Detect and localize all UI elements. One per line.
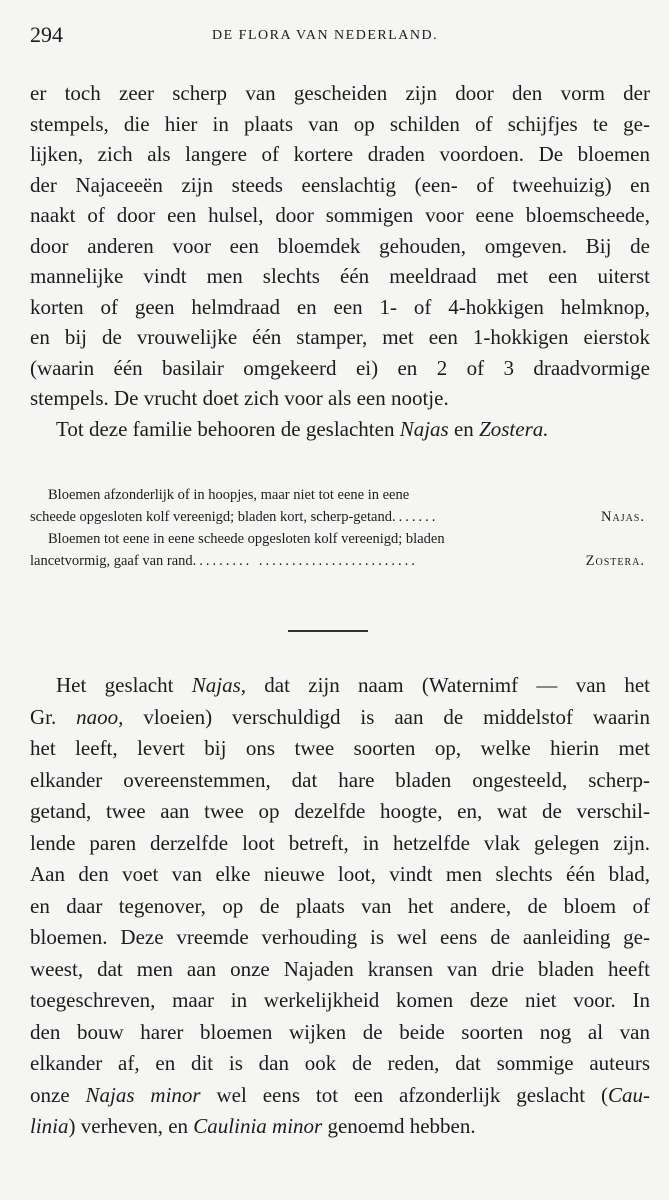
species-najas-minor: Najas minor: [85, 1082, 201, 1107]
text-line: en bij de vrouwelijke één stamper, met een 1-hokkigen eierstok: [30, 325, 650, 349]
text-line: stempels, die hier in plaats van op schilden of schijfjes te ge-: [30, 111, 650, 136]
paragraph-family-description: [30, 78, 650, 444]
text-line: den bouw harer bloemen wijken de beide soorten nog al van: [30, 1019, 650, 1044]
text-line: het leeft, levert bij ons twee soorten op, welke hierin met: [30, 736, 650, 760]
paragraph-najas-genus: [30, 670, 650, 1143]
text-line: weest, dat men aan onze Najaden kransen van drie bladen heeft: [30, 956, 650, 981]
page-header: [30, 22, 630, 52]
text-line: Gr. naoo, vloeien) verschuldigd is aan de middelstof waarin: [30, 704, 651, 729]
key-entry-2-line-2: lancetvormig, gaaf van rand ......... ........................ Zostera.: [30, 550, 645, 572]
text-line: der Najaceeën zijn steeds eenslachtig (een- of tweehuizig) en: [30, 172, 650, 197]
text-line: linia) verheven, en Caulinia minor genoemd hebben.: [30, 1114, 476, 1138]
text-line: korten of geen helmdraad en een 1- of 4-hokkigen helmknop,: [30, 294, 650, 319]
section-divider: [288, 630, 368, 632]
text-line: en daar tegenover, op de plaats van het andere, de bloem of: [30, 893, 650, 918]
text-line: bloemen. Deze vreemde verhouding is wel eens de aanleiding ge-: [30, 925, 650, 949]
text-line: mannelijke vindt men slechts één meeldraad met een uiterst: [30, 264, 650, 288]
genus-zostera: Zostera.: [479, 416, 549, 441]
identification-key: [30, 484, 645, 572]
text-line: lende paren derzelfde loot betreft, in hetzelfde vlak gelegen zijn.: [30, 830, 650, 855]
text-line: Het geslacht Najas, dat zijn naam (Waternimf — van het: [56, 673, 650, 697]
text-line: er toch zeer scherp van gescheiden zijn door den vorm der: [30, 81, 650, 105]
running-title: DE FLORA VAN NEDERLAND.: [212, 28, 439, 43]
text-line: onze Najas minor wel eens tot een afzonderlijk geslacht (Cau-: [30, 1082, 650, 1107]
text-line: naakt of door een hulsel, door sommigen voor eene bloemscheede,: [30, 203, 650, 227]
key-result-zostera: Zostera.: [585, 553, 645, 569]
key-result-najas: Najas.: [601, 509, 645, 525]
species-caulinia-minor: Caulinia minor: [193, 1114, 323, 1138]
genera-sentence-mid: en: [448, 416, 480, 441]
greek-word: naoo,: [76, 704, 124, 729]
genus-caulinia: Cau-: [608, 1082, 650, 1107]
text-line: door anderen voor een bloemdek gehouden, omgeven. Bij de: [30, 233, 650, 258]
page-number: 294: [30, 22, 63, 47]
text-line: stempels. De vrucht doet zich voor als een nootje.: [30, 386, 449, 410]
genera-sentence-prefix: Tot deze familie behooren de geslachten: [56, 416, 400, 441]
text-line: (waarin één basilair omgekeerd ei) en 2 of 3 draadvormige: [30, 355, 650, 380]
genera-sentence: [30, 414, 650, 445]
text-line: getand, twee aan twee op dezelfde hoogte, en, wat de verschil-: [30, 799, 650, 823]
genus-najas: Najas: [399, 416, 449, 441]
leader-dots: ......... ........................: [192, 553, 418, 569]
key-entry-1-line-2: scheede opgesloten kolf vereenigd; bladen kort, scherp-getand ....... Najas.: [30, 506, 645, 528]
key-entry-1-line-1: Bloemen afzonderlijk of in hoopjes, maar niet tot eene in eene: [48, 487, 410, 503]
text-line: toegeschreven, maar in werkelijkheid komen deze niet voor. In: [30, 988, 650, 1012]
text-line: lijken, zich als langere of kortere draden voordoen. De bloemen: [30, 142, 650, 166]
text-line: elkander af, en dit is dan ook de reden, dat sommige auteurs: [30, 1051, 650, 1075]
genus-najas: Najas,: [191, 673, 246, 697]
text-line: elkander overeenstemmen, dat hare bladen ongesteeld, scherp-: [30, 767, 650, 792]
genus-caulinia: linia: [30, 1114, 69, 1138]
leader-dots: .......: [391, 509, 439, 525]
key-entry-2-line-1: Bloemen tot eene in eene scheede opgesloten kolf vereenigd; bladen: [48, 531, 445, 547]
text-line: Aan den voet van elke nieuwe loot, vindt men slechts één blad,: [30, 862, 650, 886]
